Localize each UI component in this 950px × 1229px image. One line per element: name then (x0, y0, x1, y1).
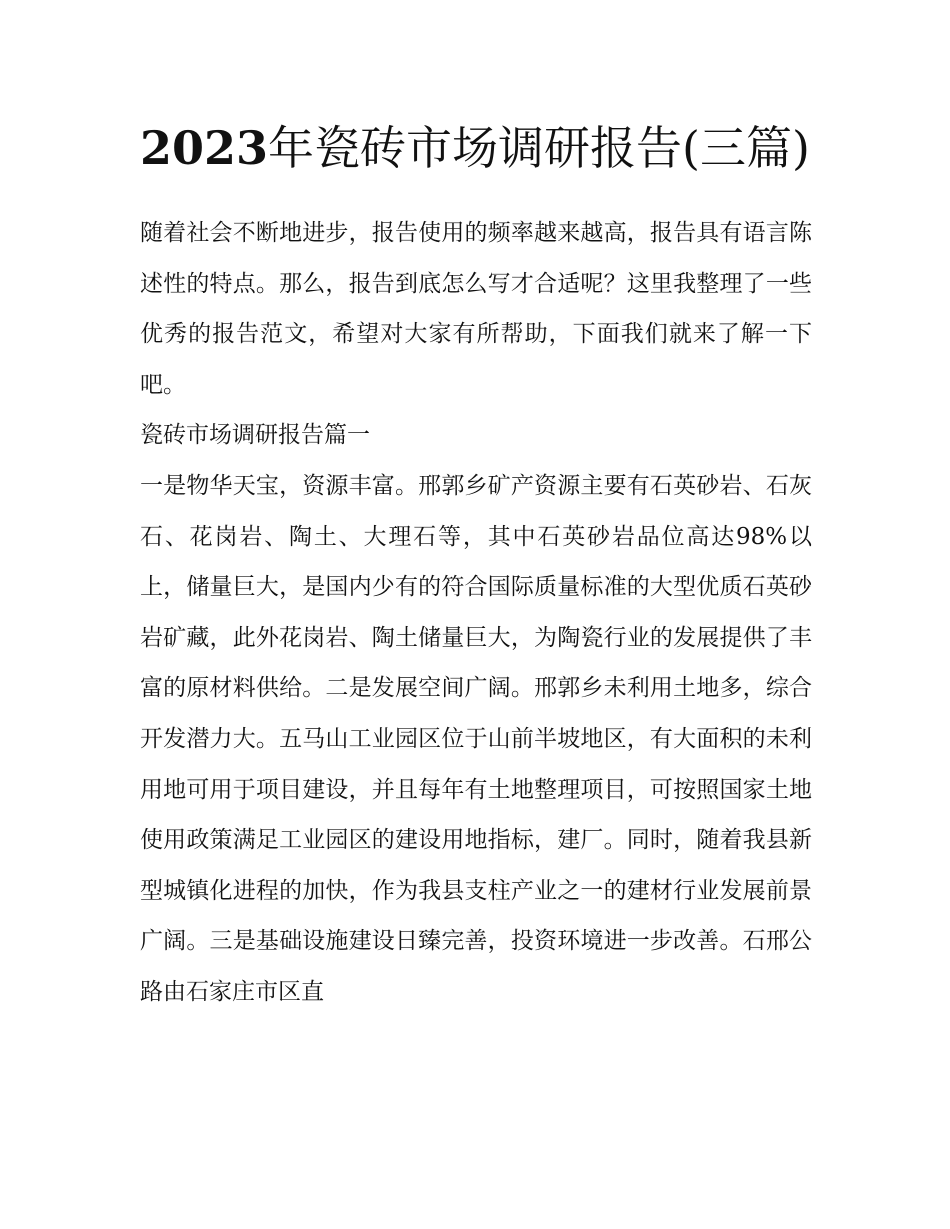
intro-paragraph: 随着社会不断地进步，报告使用的频率越来越高，报告具有语言陈述性的特点。那么，报告到底怎么写才合适呢？这里我整理了一些优秀的报告范文，希望对大家有所帮助，下面我们就来了解一下吧。 (140, 220, 812, 398)
title-year: 2023 (140, 121, 269, 175)
document-content (140, 110, 812, 1018)
document-title (140, 110, 812, 186)
title-text: 年瓷砖市场调研报告(三篇) (268, 121, 810, 175)
body-paragraph: 一是物华天宝，资源丰富。邢郭乡矿产资源主要有石英砂岩、石灰石、花岗岩、陶土、大理石等，其中石英砂岩品位高达98%以上，储量巨大，是国内少有的符合国际质量标准的大型优质石英砂岩矿藏，此外花岗岩、陶土储量巨大，为陶瓷行业的发展提供了丰富的原材料供给。二是发展空间广阔。邢郭乡未利用土地多，综合开发潜力大。五马山工业园区位于山前半坡地区，有大面积的未利用地可用于项目建设，并且每年有土地整理项目，可按照国家土地使用政策满足工业园区的建设用地指标，建厂。同时，随着我县新型城镇化进程的加快，作为我县支柱产业之一的建材行业发展前景广阔。三是基础设施建设日臻完善，投资环境进一步改善。石邢公路由石家庄市区直 (140, 472, 812, 1005)
section-heading: 瓷砖市场调研报告篇一 (140, 422, 370, 449)
